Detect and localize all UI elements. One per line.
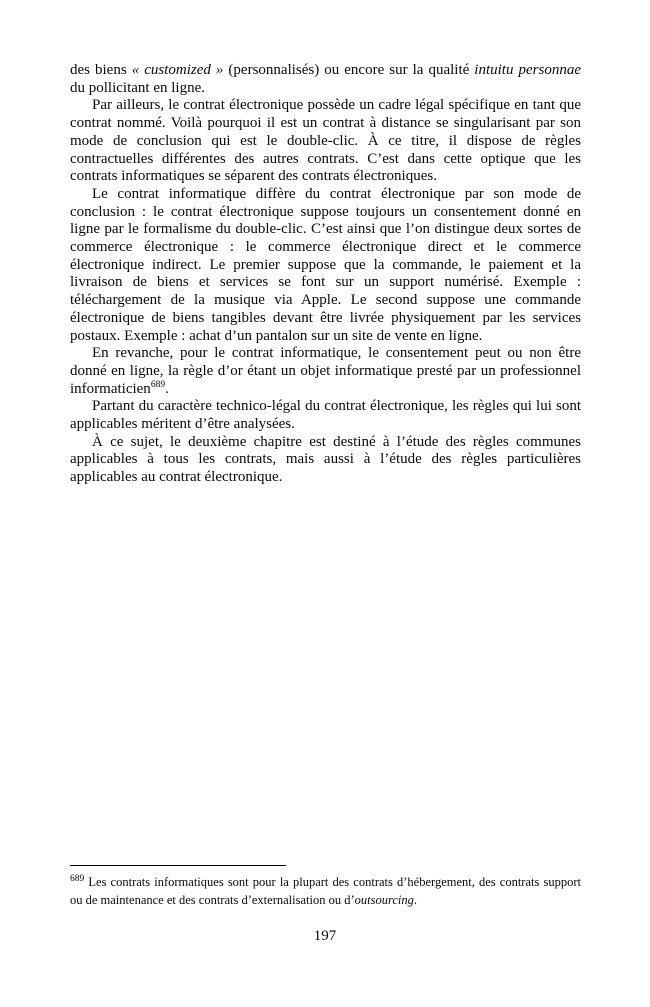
text-segment: intuitu personnae [474, 62, 581, 78]
text-segment: Le contrat informatique diffère du contrat électronique par son mode de conclusion : le contrat électronique suppose toujours un consentement donné en ligne par le formalisme du double-clic. C’est ainsi que l’on distingue deux sortes de commerce électronique : le commerce électronique direct et le commerce électronique indirect. Le premier suppose que la commande, le paiement et la livraison de biens et services se font sur un support numérisé. Exemple : téléchargement de la musique via Apple. Le second suppose une commande électronique de biens tangibles devant être livrée physiquement par les services postaux. Exemple : achat d’un pantalon sur un site de vente en ligne. [70, 185, 581, 344]
footnote-reference: 689 [70, 873, 85, 884]
text-segment: . [165, 380, 169, 397]
paragraph [70, 186, 581, 345]
paragraph [70, 434, 581, 487]
paragraph [70, 398, 581, 433]
text-segment: Partant du caractère technico-légal du contrat électronique, les règles qui lui sont applicables méritent d’être analysées. [70, 398, 581, 433]
footnote-reference: 689 [150, 379, 166, 390]
text-segment: (personnalisés) ou encore sur la qualité [223, 62, 475, 78]
text-segment: En revanche, pour le contrat informatique, le consentement peut ou non être donné en ligne, la règle d’or étant un objet informatique presté par un professionnel informaticien [70, 345, 581, 397]
text-segment: des biens [70, 62, 132, 78]
text-segment: du pollicitant en ligne. [70, 79, 205, 96]
text-segment: . [413, 892, 418, 907]
text-segment: outsourcing [354, 892, 414, 907]
paragraph [70, 62, 581, 97]
text-segment: Les contrats informatiques sont pour la plupart des contrats d’hébergement, des contrats support ou de maintenance et des contrats d’externalisation ou d’ [70, 875, 581, 907]
main-text [70, 62, 581, 487]
page-number: 197 [313, 928, 337, 944]
text-segment: Par ailleurs, le contrat électronique possède un cadre légal spécifique en tant que contrat nommé. Voilà pourquoi il est un contrat à distance se singularisant par son mode de conclusion qui est le double-clic. À ce titre, il dispose de règles contractuelles différentes des autres contrats. C’est dans cette optique que les contrats informatiques se séparent des contrats électroniques. [70, 97, 581, 185]
footnote-text [70, 874, 581, 909]
footnote-separator-rule [70, 865, 286, 866]
footnote-block [70, 865, 581, 909]
text-segment: « customized » [131, 62, 224, 78]
paragraph [70, 97, 581, 186]
paragraph [70, 345, 581, 398]
text-segment: À ce sujet, le deuxième chapitre est destiné à l’étude des règles communes applicables à tous les contrats, mais aussi à l’étude des règles particulières applicables au contrat électronique. [70, 433, 581, 486]
